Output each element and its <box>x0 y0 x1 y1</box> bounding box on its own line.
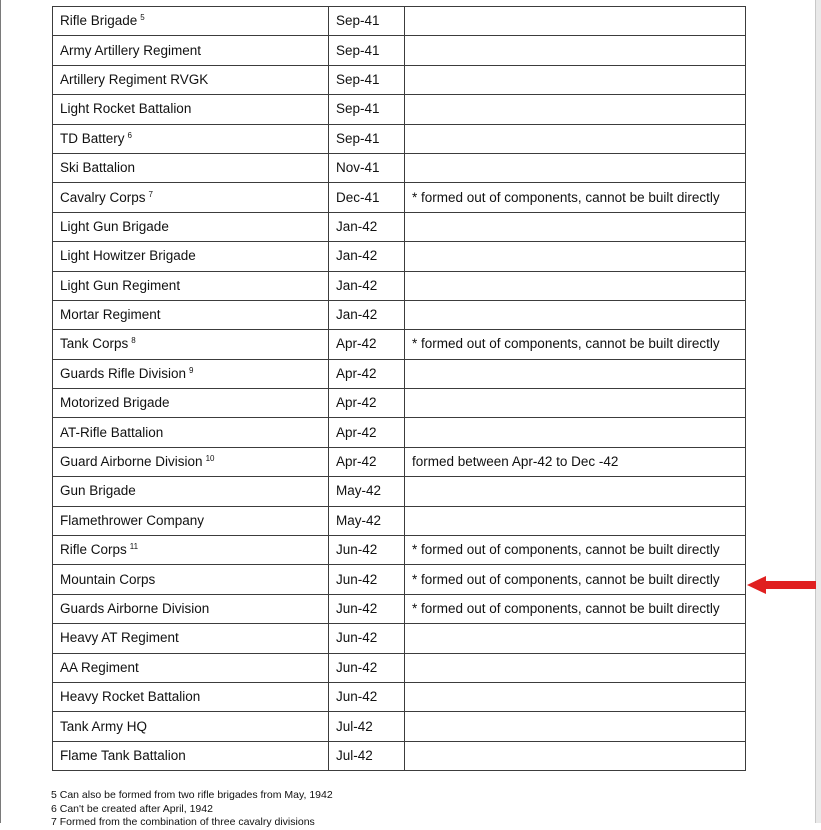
unit-name-cell <box>53 124 329 153</box>
unit-name: Rifle Corps <box>60 542 127 558</box>
unit-name-cell <box>53 741 329 770</box>
footnote-marker: 5 <box>140 13 145 23</box>
unit-name: Light Gun Brigade <box>60 218 169 234</box>
table-row <box>53 682 746 711</box>
unit-name: Artillery Regiment RVGK <box>60 71 209 87</box>
table-row <box>53 594 746 623</box>
remark-cell <box>405 682 746 711</box>
footnotes <box>51 789 333 830</box>
unit-name: AT-Rifle Battalion <box>60 424 164 440</box>
unit-name: Motorized Brigade <box>60 395 170 411</box>
unit-name-cell <box>53 389 329 418</box>
remark-cell <box>405 95 746 124</box>
unit-name: Flame Tank Battalion <box>60 747 186 763</box>
unit-name: Tank Corps <box>60 336 129 352</box>
table-row <box>53 565 746 594</box>
table-row <box>53 212 746 241</box>
unit-name: Guards Airborne Division <box>60 601 210 616</box>
availability-date-cell: Jun-42 <box>329 653 405 682</box>
unit-name-cell <box>53 95 329 124</box>
unit-name-cell <box>53 624 329 653</box>
unit-name-cell <box>53 271 329 300</box>
remark-cell <box>405 212 746 241</box>
table-row <box>53 741 746 770</box>
remark-cell <box>405 359 746 388</box>
remark-cell: * formed out of components, cannot be built directly <box>405 594 746 623</box>
unit-name-cell <box>53 330 329 359</box>
table-row <box>53 95 746 124</box>
unit-name: Flamethrower Company <box>60 512 205 528</box>
table-row <box>53 183 746 212</box>
remark-cell <box>405 653 746 682</box>
table-row <box>53 153 746 182</box>
remark-cell <box>405 506 746 535</box>
availability-date-cell: Sep-41 <box>329 124 405 153</box>
availability-date-cell: Apr-42 <box>329 389 405 418</box>
unit-name-cell <box>53 418 329 447</box>
unit-name: Mountain Corps <box>60 571 156 587</box>
footnote: 7 Formed from the combination of three cavalry divisions <box>51 816 315 828</box>
unit-name-cell <box>53 212 329 241</box>
table-row <box>53 506 746 535</box>
table-body <box>53 7 746 771</box>
remark-cell <box>405 153 746 182</box>
unit-name: AA Regiment <box>60 659 139 675</box>
unit-name: Ski Battalion <box>60 160 136 176</box>
table-row <box>53 242 746 271</box>
remark-cell <box>405 36 746 65</box>
table-row <box>53 124 746 153</box>
unit-name: Light Rocket Battalion <box>60 101 192 117</box>
table-row <box>53 7 746 36</box>
unit-name: Heavy AT Regiment <box>60 630 179 646</box>
table-row <box>53 418 746 447</box>
unit-name: Gun Brigade <box>60 483 136 499</box>
unit-name: Army Artillery Regiment <box>60 42 202 58</box>
table-row <box>53 624 746 653</box>
unit-name-cell <box>53 183 329 212</box>
unit-name: Guards Rifle Division <box>60 365 187 381</box>
unit-name-cell <box>53 565 329 594</box>
unit-name-cell <box>53 506 329 535</box>
availability-date-cell: Dec-41 <box>329 183 405 212</box>
remark-cell <box>405 242 746 271</box>
unit-name-cell <box>53 300 329 329</box>
table-row <box>53 271 746 300</box>
unit-name: Guard Airborne Division <box>60 454 203 470</box>
unit-name-cell <box>53 477 329 506</box>
table-row <box>53 359 746 388</box>
unit-name-cell <box>53 65 329 94</box>
remark-cell <box>405 418 746 447</box>
table-row <box>53 300 746 329</box>
availability-date-cell: Jul-42 <box>329 712 405 741</box>
availability-date-cell: Jul-42 <box>329 741 405 770</box>
remark-cell: * formed out of components, cannot be built directly <box>405 536 746 565</box>
availability-date-cell: Sep-41 <box>329 65 405 94</box>
table-row <box>53 477 746 506</box>
remark-cell <box>405 65 746 94</box>
unit-name-cell <box>53 447 329 476</box>
table-row <box>53 536 746 565</box>
footnote: 6 Can't be created after April, 1942 <box>51 802 213 815</box>
remark-cell <box>405 271 746 300</box>
table-row <box>53 447 746 476</box>
unit-name: Tank Army HQ <box>60 718 148 734</box>
footnote-marker: 11 <box>129 542 139 552</box>
remark-cell <box>405 477 746 506</box>
availability-date-cell: Jan-42 <box>329 300 405 329</box>
unit-name-cell <box>53 359 329 388</box>
availability-date-cell: Jan-42 <box>329 212 405 241</box>
footnote-marker: 9 <box>189 365 194 375</box>
unit-name-cell <box>53 682 329 711</box>
table-row <box>53 653 746 682</box>
unit-availability-table <box>52 6 746 771</box>
availability-date-cell: Nov-41 <box>329 153 405 182</box>
remark-cell <box>405 300 746 329</box>
unit-name: Cavalry Corps <box>60 189 146 205</box>
availability-date-cell: May-42 <box>329 477 405 506</box>
unit-name: TD Battery <box>60 130 125 146</box>
footnote-marker: 10 <box>205 454 215 464</box>
unit-name-cell <box>53 653 329 682</box>
table-row <box>53 712 746 741</box>
table-row <box>53 36 746 65</box>
unit-name-cell <box>53 242 329 271</box>
table-row <box>53 330 746 359</box>
availability-date-cell: Apr-42 <box>329 330 405 359</box>
availability-date-cell: Apr-42 <box>329 418 405 447</box>
availability-date-cell: Jun-42 <box>329 682 405 711</box>
page-shadow <box>816 0 821 823</box>
remark-cell <box>405 389 746 418</box>
unit-name-cell <box>53 7 329 36</box>
unit-name: Heavy Rocket Battalion <box>60 689 201 705</box>
availability-date-cell: May-42 <box>329 506 405 535</box>
unit-name: Rifle Brigade <box>60 13 138 29</box>
footnote: 5 Can also be formed from two rifle brigades from May, 1942 <box>51 789 333 801</box>
footnote-marker: 8 <box>131 336 136 346</box>
unit-name: Mortar Regiment <box>60 307 161 323</box>
footnote-marker: 7 <box>148 189 153 199</box>
table-row <box>53 65 746 94</box>
remark-cell: * formed out of components, cannot be built directly <box>405 183 746 212</box>
availability-date-cell: Jan-42 <box>329 271 405 300</box>
unit-name-cell <box>53 36 329 65</box>
availability-date-cell: Jun-42 <box>329 624 405 653</box>
red-arrow-annotation-icon <box>746 575 817 595</box>
remark-cell <box>405 712 746 741</box>
unit-name-cell <box>53 153 329 182</box>
availability-date-cell: Jun-42 <box>329 536 405 565</box>
remark-cell <box>405 741 746 770</box>
availability-date-cell: Apr-42 <box>329 359 405 388</box>
footnote-marker: 6 <box>127 130 132 140</box>
availability-date-cell: Sep-41 <box>329 95 405 124</box>
remark-cell <box>405 7 746 36</box>
unit-name-cell <box>53 712 329 741</box>
unit-name: Light Howitzer Brigade <box>60 248 196 264</box>
availability-date-cell: Sep-41 <box>329 36 405 65</box>
unit-name-cell <box>53 594 329 623</box>
remark-cell <box>405 124 746 153</box>
remark-cell: * formed out of components, cannot be built directly <box>405 565 746 594</box>
unit-name-cell <box>53 536 329 565</box>
remark-cell: formed between Apr-42 to Dec -42 <box>405 447 746 476</box>
availability-date-cell: Jun-42 <box>329 565 405 594</box>
availability-date-cell: Apr-42 <box>329 447 405 476</box>
remark-cell <box>405 624 746 653</box>
table-row <box>53 389 746 418</box>
availability-date-cell: Jan-42 <box>329 242 405 271</box>
remark-cell: * formed out of components, cannot be built directly <box>405 330 746 359</box>
availability-date-cell: Jun-42 <box>329 594 405 623</box>
page-frame-left <box>0 0 1 823</box>
availability-date-cell: Sep-41 <box>329 7 405 36</box>
unit-name: Light Gun Regiment <box>60 277 181 293</box>
